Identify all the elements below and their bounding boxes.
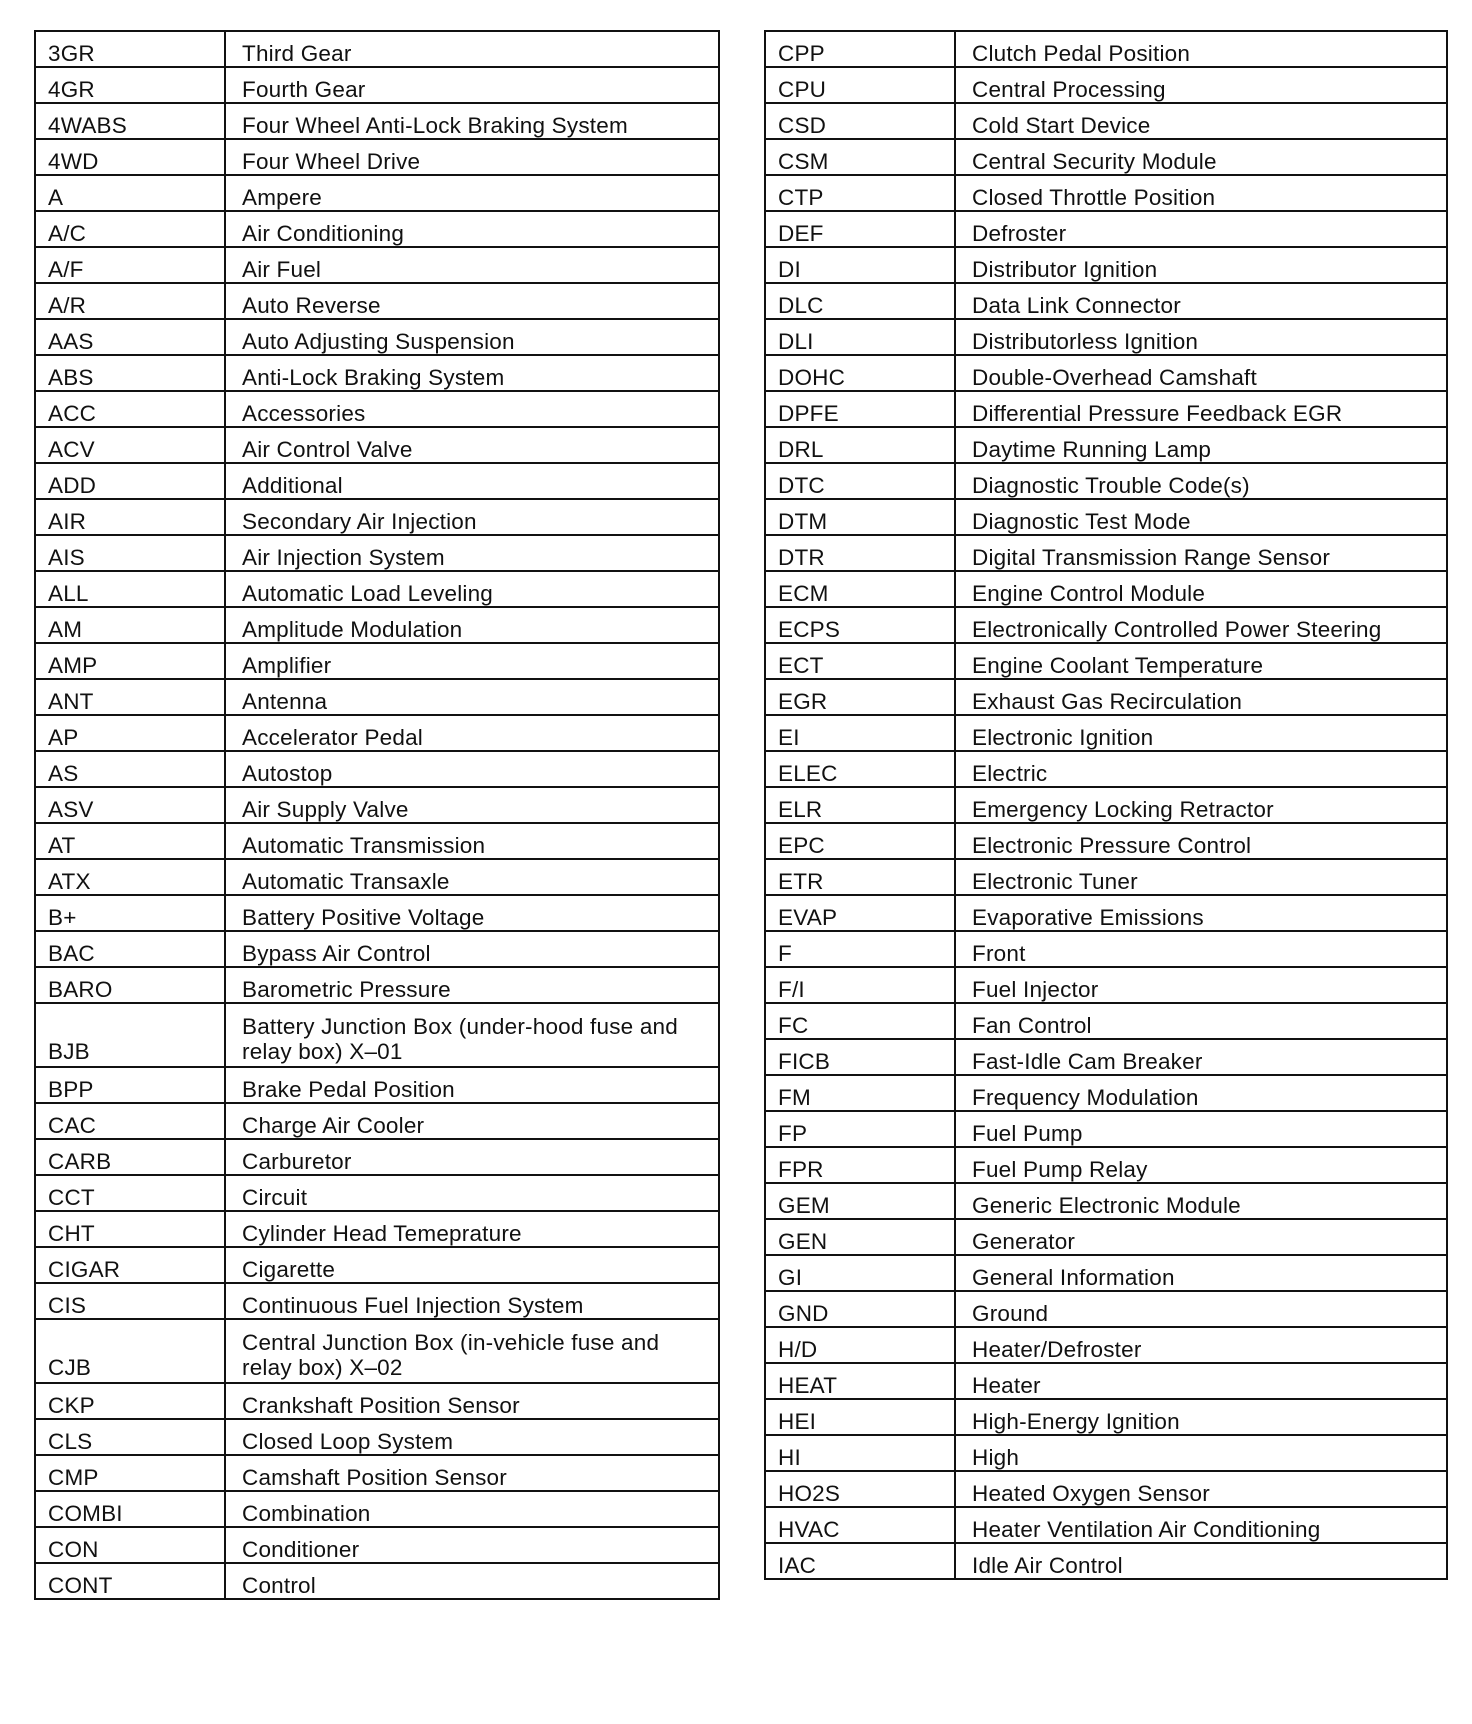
abbreviation-cell: DTR [765, 535, 955, 571]
table-row [765, 571, 1447, 607]
table-row [765, 427, 1447, 463]
definition-cell: Electric [955, 751, 1447, 787]
abbreviation-cell: DOHC [765, 355, 955, 391]
table-row [765, 1183, 1447, 1219]
abbreviation-cell: DLI [765, 319, 955, 355]
definition-cell: Electronic Ignition [955, 715, 1447, 751]
abbreviation-cell: ELEC [765, 751, 955, 787]
definition-cell: Bypass Air Control [225, 931, 719, 967]
definition-cell: Four Wheel Drive [225, 139, 719, 175]
definition-cell: Ground [955, 1291, 1447, 1327]
abbreviation-cell: DRL [765, 427, 955, 463]
table-row [765, 1255, 1447, 1291]
table-row [35, 1067, 719, 1103]
definition-cell: Central Security Module [955, 139, 1447, 175]
table-row [35, 283, 719, 319]
definition-cell: Fuel Injector [955, 967, 1447, 1003]
table-row [35, 751, 719, 787]
abbreviation-cell: ALL [35, 571, 225, 607]
definition-cell: Exhaust Gas Recirculation [955, 679, 1447, 715]
definition-cell: Third Gear [225, 31, 719, 67]
table-row [35, 1103, 719, 1139]
definition-cell: Conditioner [225, 1527, 719, 1563]
definition-cell: Amplitude Modulation [225, 607, 719, 643]
definition-cell: Barometric Pressure [225, 967, 719, 1003]
abbreviation-cell: AIR [35, 499, 225, 535]
abbreviation-cell: DI [765, 247, 955, 283]
abbreviation-cell: 4GR [35, 67, 225, 103]
table-row [765, 1219, 1447, 1255]
definition-cell: Crankshaft Position Sensor [225, 1383, 719, 1419]
abbreviation-cell: AAS [35, 319, 225, 355]
table-row [765, 823, 1447, 859]
definition-cell: Brake Pedal Position [225, 1067, 719, 1103]
definition-cell: Electronic Pressure Control [955, 823, 1447, 859]
abbreviation-cell: DEF [765, 211, 955, 247]
abbreviation-cell: EGR [765, 679, 955, 715]
definition-cell: Battery Positive Voltage [225, 895, 719, 931]
table-row [765, 751, 1447, 787]
abbreviation-cell: CIGAR [35, 1247, 225, 1283]
abbreviation-cell: CLS [35, 1419, 225, 1455]
definition-cell: Digital Transmission Range Sensor [955, 535, 1447, 571]
abbreviation-cell: CPP [765, 31, 955, 67]
abbreviation-cell: DPFE [765, 391, 955, 427]
abbreviation-cell: A/C [35, 211, 225, 247]
table-row [35, 211, 719, 247]
definition-cell: Antenna [225, 679, 719, 715]
table-row [35, 535, 719, 571]
table-row [765, 247, 1447, 283]
table-row [765, 1003, 1447, 1039]
definition-cell: Differential Pressure Feedback EGR [955, 391, 1447, 427]
table-row [765, 715, 1447, 751]
definition-cell: Double-Overhead Camshaft [955, 355, 1447, 391]
table-row [35, 391, 719, 427]
definition-cell: Fuel Pump [955, 1111, 1447, 1147]
table-row [35, 139, 719, 175]
definition-cell: Camshaft Position Sensor [225, 1455, 719, 1491]
table-row [765, 1147, 1447, 1183]
definition-cell: Automatic Transaxle [225, 859, 719, 895]
table-row [765, 283, 1447, 319]
definition-cell: Heater [955, 1363, 1447, 1399]
definition-cell: Evaporative Emissions [955, 895, 1447, 931]
abbreviation-cell: FPR [765, 1147, 955, 1183]
table-row [765, 1291, 1447, 1327]
abbreviation-cell: CARB [35, 1139, 225, 1175]
table-row [765, 859, 1447, 895]
definition-cell: Daytime Running Lamp [955, 427, 1447, 463]
table-row [35, 67, 719, 103]
definition-cell: Cigarette [225, 1247, 719, 1283]
table-row [765, 1543, 1447, 1579]
definition-cell: Distributorless Ignition [955, 319, 1447, 355]
table-row [35, 175, 719, 211]
abbreviation-cell: GEM [765, 1183, 955, 1219]
table-row [765, 1075, 1447, 1111]
abbreviation-cell: CKP [35, 1383, 225, 1419]
table-row [35, 31, 719, 67]
definition-cell: Idle Air Control [955, 1543, 1447, 1579]
definition-cell: Continuous Fuel Injection System [225, 1283, 719, 1319]
abbreviation-cell: COMBI [35, 1491, 225, 1527]
table-row [35, 499, 719, 535]
abbreviation-cell: 4WABS [35, 103, 225, 139]
table-row [35, 787, 719, 823]
table-row [35, 643, 719, 679]
definition-cell: Anti-Lock Braking System [225, 355, 719, 391]
table-row [35, 967, 719, 1003]
abbreviation-cell: HEI [765, 1399, 955, 1435]
definition-cell: Central Junction Box (in-vehicle fuse and relay box) X–02 [225, 1319, 719, 1383]
definition-cell: Fast-Idle Cam Breaker [955, 1039, 1447, 1075]
definition-cell: Accessories [225, 391, 719, 427]
definition-cell: Cylinder Head Temeprature [225, 1211, 719, 1247]
abbreviation-cell: CJB [35, 1319, 225, 1383]
definition-cell: Clutch Pedal Position [955, 31, 1447, 67]
definition-cell: Additional [225, 463, 719, 499]
table-row [765, 643, 1447, 679]
table-row [765, 463, 1447, 499]
definition-cell: Heated Oxygen Sensor [955, 1471, 1447, 1507]
table-row [765, 391, 1447, 427]
definition-cell: Fourth Gear [225, 67, 719, 103]
abbreviation-cell: HI [765, 1435, 955, 1471]
definition-cell: Secondary Air Injection [225, 499, 719, 535]
definition-cell: Data Link Connector [955, 283, 1447, 319]
abbreviation-cell: ACV [35, 427, 225, 463]
definition-cell: Closed Loop System [225, 1419, 719, 1455]
table-row [765, 499, 1447, 535]
abbreviation-cell: ANT [35, 679, 225, 715]
table-row [765, 931, 1447, 967]
table-row [765, 67, 1447, 103]
definition-cell: Frequency Modulation [955, 1075, 1447, 1111]
definition-cell: Defroster [955, 211, 1447, 247]
definition-cell: Heater Ventilation Air Conditioning [955, 1507, 1447, 1543]
abbreviation-cell: FC [765, 1003, 955, 1039]
abbreviation-cell: CIS [35, 1283, 225, 1319]
definition-cell: Emergency Locking Retractor [955, 787, 1447, 823]
abbreviation-cell: DLC [765, 283, 955, 319]
right-table-body [765, 31, 1447, 1579]
definition-cell: Central Processing [955, 67, 1447, 103]
definition-cell: Front [955, 931, 1447, 967]
abbreviation-cell: FM [765, 1075, 955, 1111]
abbreviation-cell: BARO [35, 967, 225, 1003]
left-abbreviation-table [34, 30, 720, 1600]
abbreviation-cell: FICB [765, 1039, 955, 1075]
definition-cell: Ampere [225, 175, 719, 211]
definition-cell: Air Injection System [225, 535, 719, 571]
table-row [765, 1507, 1447, 1543]
definition-cell: Generator [955, 1219, 1447, 1255]
definition-cell: High [955, 1435, 1447, 1471]
table-row [35, 1247, 719, 1283]
definition-cell: Air Supply Valve [225, 787, 719, 823]
definition-cell: Engine Control Module [955, 571, 1447, 607]
table-row [35, 715, 719, 751]
abbreviation-cell: HEAT [765, 1363, 955, 1399]
table-row [765, 1039, 1447, 1075]
definition-cell: Automatic Transmission [225, 823, 719, 859]
abbreviation-cell: CONT [35, 1563, 225, 1599]
abbreviation-cell: EVAP [765, 895, 955, 931]
abbreviation-cell: CHT [35, 1211, 225, 1247]
table-row [765, 139, 1447, 175]
abbreviation-cell: CCT [35, 1175, 225, 1211]
abbreviation-cell: 4WD [35, 139, 225, 175]
abbreviation-cell: DTC [765, 463, 955, 499]
table-row [765, 679, 1447, 715]
abbreviation-cell: ABS [35, 355, 225, 391]
definition-cell: Air Fuel [225, 247, 719, 283]
abbreviation-cell: ECPS [765, 607, 955, 643]
abbreviation-cell: GND [765, 1291, 955, 1327]
definition-cell: Fan Control [955, 1003, 1447, 1039]
definition-cell: High-Energy Ignition [955, 1399, 1447, 1435]
abbreviation-cell: F/I [765, 967, 955, 1003]
table-row [35, 463, 719, 499]
definition-cell: Carburetor [225, 1139, 719, 1175]
table-row [765, 1327, 1447, 1363]
definition-cell: Charge Air Cooler [225, 1103, 719, 1139]
definition-cell: Cold Start Device [955, 103, 1447, 139]
table-row [765, 175, 1447, 211]
table-row [35, 607, 719, 643]
abbreviation-cell: EPC [765, 823, 955, 859]
definition-cell: Diagnostic Trouble Code(s) [955, 463, 1447, 499]
table-row [35, 1175, 719, 1211]
table-row [35, 1283, 719, 1319]
abbreviation-cell: AS [35, 751, 225, 787]
definition-cell: Accelerator Pedal [225, 715, 719, 751]
abbreviation-cell: B+ [35, 895, 225, 931]
abbreviation-cell: ADD [35, 463, 225, 499]
abbreviation-cell: EI [765, 715, 955, 751]
table-row [765, 967, 1447, 1003]
abbreviation-cell: CSM [765, 139, 955, 175]
table-row [35, 1139, 719, 1175]
definition-cell: Four Wheel Anti-Lock Braking System [225, 103, 719, 139]
abbreviation-cell: GEN [765, 1219, 955, 1255]
abbreviation-cell: FP [765, 1111, 955, 1147]
table-row [35, 1455, 719, 1491]
table-row [765, 319, 1447, 355]
table-row [35, 859, 719, 895]
table-row [765, 355, 1447, 391]
abbreviation-cell: 3GR [35, 31, 225, 67]
abbreviation-cell: CSD [765, 103, 955, 139]
table-row [35, 895, 719, 931]
table-row [765, 787, 1447, 823]
table-row [35, 679, 719, 715]
table-row [765, 895, 1447, 931]
table-row [35, 103, 719, 139]
abbreviation-cell: BJB [35, 1003, 225, 1067]
abbreviation-cell: DTM [765, 499, 955, 535]
table-row [35, 823, 719, 859]
right-abbreviation-table [764, 30, 1448, 1580]
table-row [35, 355, 719, 391]
table-row [765, 103, 1447, 139]
abbreviation-cell: ATX [35, 859, 225, 895]
table-row [35, 247, 719, 283]
definition-cell: Electronically Controlled Power Steering [955, 607, 1447, 643]
table-row [765, 607, 1447, 643]
table-row [35, 1491, 719, 1527]
abbreviation-cell: F [765, 931, 955, 967]
definition-cell: Distributor Ignition [955, 247, 1447, 283]
abbreviation-cell: CON [35, 1527, 225, 1563]
abbreviation-cell: ASV [35, 787, 225, 823]
definition-cell: Generic Electronic Module [955, 1183, 1447, 1219]
abbreviation-cell: AT [35, 823, 225, 859]
table-row [765, 1111, 1447, 1147]
definition-cell: Auto Adjusting Suspension [225, 319, 719, 355]
table-row [35, 931, 719, 967]
definition-cell: Diagnostic Test Mode [955, 499, 1447, 535]
definition-cell: Combination [225, 1491, 719, 1527]
definition-cell: Amplifier [225, 643, 719, 679]
table-row [35, 1003, 719, 1067]
definition-cell: Air Control Valve [225, 427, 719, 463]
table-row [35, 1319, 719, 1383]
definition-cell: Engine Coolant Temperature [955, 643, 1447, 679]
table-row [765, 1399, 1447, 1435]
abbreviation-cell: ECT [765, 643, 955, 679]
abbreviation-cell: BPP [35, 1067, 225, 1103]
table-row [35, 571, 719, 607]
definition-cell: Circuit [225, 1175, 719, 1211]
abbreviation-cell: ECM [765, 571, 955, 607]
abbreviation-cell: ETR [765, 859, 955, 895]
abbreviation-cell: A [35, 175, 225, 211]
definition-cell: Auto Reverse [225, 283, 719, 319]
definition-cell: Fuel Pump Relay [955, 1147, 1447, 1183]
abbreviation-cell: A/R [35, 283, 225, 319]
abbreviation-cell: H/D [765, 1327, 955, 1363]
table-row [765, 1363, 1447, 1399]
table-row [35, 1563, 719, 1599]
abbreviation-cell: CPU [765, 67, 955, 103]
definition-cell: General Information [955, 1255, 1447, 1291]
definition-cell: Autostop [225, 751, 719, 787]
table-row [765, 31, 1447, 67]
abbreviation-cell: GI [765, 1255, 955, 1291]
table-row [765, 1435, 1447, 1471]
table-row [35, 1527, 719, 1563]
definition-cell: Control [225, 1563, 719, 1599]
definition-cell: Heater/Defroster [955, 1327, 1447, 1363]
abbreviation-cell: ACC [35, 391, 225, 427]
definition-cell: Automatic Load Leveling [225, 571, 719, 607]
definition-cell: Electronic Tuner [955, 859, 1447, 895]
abbreviation-cell: IAC [765, 1543, 955, 1579]
left-table-body [35, 31, 719, 1599]
table-row [35, 1419, 719, 1455]
abbreviation-cell: ELR [765, 787, 955, 823]
table-row [35, 1211, 719, 1247]
definition-cell: Air Conditioning [225, 211, 719, 247]
abbreviation-cell: CTP [765, 175, 955, 211]
abbreviation-cell: AP [35, 715, 225, 751]
abbreviation-cell: AIS [35, 535, 225, 571]
abbreviation-cell: HVAC [765, 1507, 955, 1543]
table-row [35, 1383, 719, 1419]
table-row [35, 319, 719, 355]
abbreviation-cell: CAC [35, 1103, 225, 1139]
abbreviation-cell: CMP [35, 1455, 225, 1491]
abbreviation-cell: AMP [35, 643, 225, 679]
definition-cell: Battery Junction Box (under-hood fuse and relay box) X–01 [225, 1003, 719, 1067]
table-row [765, 1471, 1447, 1507]
table-row [35, 427, 719, 463]
table-row [765, 535, 1447, 571]
table-row [765, 211, 1447, 247]
definition-cell: Closed Throttle Position [955, 175, 1447, 211]
abbreviation-cell: BAC [35, 931, 225, 967]
abbreviation-cell: AM [35, 607, 225, 643]
abbreviation-cell: A/F [35, 247, 225, 283]
abbreviation-cell: HO2S [765, 1471, 955, 1507]
